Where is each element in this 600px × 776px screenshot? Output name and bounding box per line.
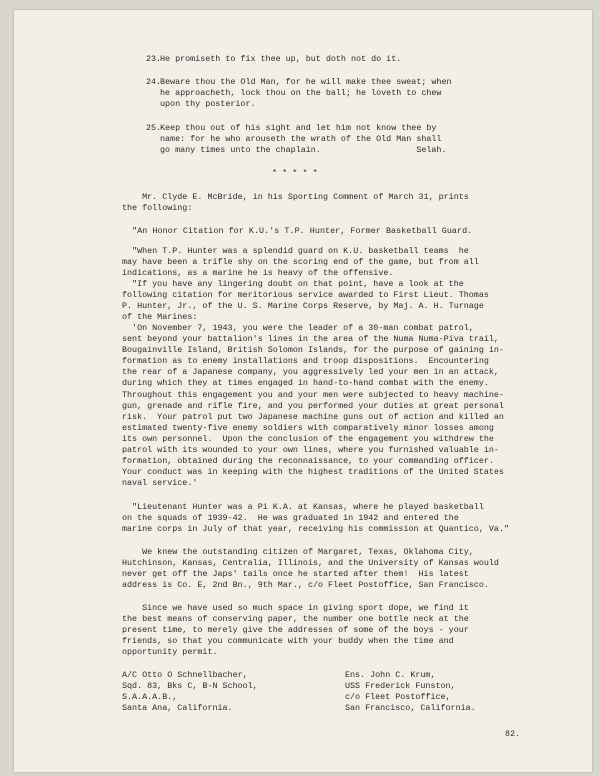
text-line: the rear of a Japanese company, you aggressively led your men in an attack, <box>122 367 499 378</box>
hunter-paragraph-1 <box>122 246 479 279</box>
text-line: present time, to merely give the addresses of some of the boys - your <box>122 625 469 636</box>
text-line: "If you have any lingering doubt on that point, have a look at the <box>122 279 464 289</box>
address-line: Ens. John C. Krum, <box>345 670 436 680</box>
item-text <box>160 77 540 110</box>
address-line: San Francisco, California. <box>345 703 476 714</box>
text-line: Keep thou out of his sight and let him not know thee by <box>160 123 437 133</box>
text-line: Your conduct was in keeping with the highest traditions of the United States <box>122 467 504 478</box>
item-number: 25. <box>146 123 162 133</box>
text-line: sent beyond your battalion's lines in the area of the Numa Numa-Piva trail, <box>122 334 499 345</box>
lieutenant-paragraph <box>122 502 509 535</box>
text-line: Since we have used so much space in giving sport dope, we find it <box>122 603 469 613</box>
text-line: P. Hunter, Jr., of the U. S. Marine Corps Reserve, by Maj. A. H. Turnage <box>122 301 484 312</box>
address-line: Sqd. 83, Bks C, B-N School, <box>122 681 258 692</box>
text-line: during which they at times engaged in hand-to-hand combat with the enemy. <box>122 378 489 389</box>
text-line: the best means of conserving paper, the number one bottle neck at the <box>122 614 469 625</box>
item-number: 23. <box>146 54 162 64</box>
text-line: following citation for meritorious service awarded to First Lieut. Thomas <box>122 290 489 301</box>
text-line: formation, obtained during the reconnaissance, to your commanding officer. <box>122 456 494 467</box>
text-line: Bougainville Island, British Solomon Islands, for the purpose of gaining in- <box>122 345 504 356</box>
text-line: He promiseth to fix thee up, but doth not do it. <box>160 54 402 64</box>
text-line: address is Co. E, 2nd Bn., 9th Mar., c/o Fleet Postoffice, San Francisco. <box>122 580 489 591</box>
item-number: 24. <box>146 77 162 87</box>
citizen-paragraph <box>122 547 499 591</box>
text-line: Throughout this engagement you and your men were subjected to heavy machine- <box>122 389 504 400</box>
text-line: never get off the Japs' tails once he started after them! His latest <box>122 569 469 580</box>
section-separator: * * * * * <box>272 168 318 178</box>
text-line: marine corps in July of that year, receiving his commission at Quantico, Va." <box>122 524 509 535</box>
text-line: Beware thou the Old Man, for he will make thee sweat; when <box>160 77 452 87</box>
item-text <box>160 123 540 156</box>
text-line: naval service.' <box>122 478 198 489</box>
text-line: patrol with its wounded to your own lines, where you furnished valuable in- <box>122 445 499 456</box>
citation-heading: "An Honor Citation for K.U.'s T.P. Hunter, Former Basketball Guard. <box>122 226 473 236</box>
page-number: 82. <box>505 729 521 739</box>
text-line: Mr. Clyde E. McBride, in his Sporting Comment of March 31, prints <box>122 192 469 202</box>
text-line: name: for he who arouseth the wrath of the Old Man shall <box>160 134 442 145</box>
address-line: S.A.A.A.B., <box>122 692 178 703</box>
text-line: risk. Your patrol put two Japanese machine guns out of action and killed an <box>122 411 504 422</box>
text-line: on the squads of 1939-42. He was graduated in 1942 and entered the <box>122 513 459 524</box>
text-line: formation as to enemy installations and troop dispositions. Encountering <box>122 356 489 367</box>
address-line: A/C Otto O Schnellbacher, <box>122 670 248 680</box>
sport-paragraph <box>122 603 469 658</box>
text-line: go many times unto the chaplain. Selah. <box>160 145 447 156</box>
text-line: opportunity permit. <box>122 647 218 658</box>
item-text <box>160 54 540 65</box>
text-line: 'On November 7, 1943, you were the leader of a 30-man combat patrol, <box>122 323 474 333</box>
text-line: indications, as a marine he is heavy of the offensive. <box>122 268 394 279</box>
text-line: estimated twenty-five enemy soldiers with comparatively minor losses among <box>122 422 494 433</box>
address-line: c/o Fleet Postoffice, <box>345 692 451 703</box>
text-line: he approacheth, lock thou on the ball; he loveth to chew <box>160 88 442 99</box>
document-page <box>14 10 592 772</box>
address-block-left <box>122 670 258 714</box>
text-line: Hutchinson, Kansas, Centralia, Illinois, and the University of Kansas would <box>122 558 499 569</box>
text-line: may have been a trifle shy on the scoring end of the game, but from all <box>122 257 479 268</box>
text-line: upon thy posterior. <box>160 99 256 110</box>
text-line: We knew the outstanding citizen of Margaret, Texas, Oklahoma City, <box>122 547 474 557</box>
citation-quote <box>122 323 504 489</box>
text-line: "Lieutenant Hunter was a Pi K.A. at Kansas, where he played basketball <box>122 502 484 512</box>
address-line: Santa Ana, California. <box>122 703 233 714</box>
address-block-right <box>345 670 476 714</box>
text-line: its own personnel. Upon the conclusion of the engagement you withdrew the <box>122 433 494 444</box>
text-line: friends, so that you communicate with your buddy when the time and <box>122 636 454 647</box>
text-line: the following: <box>122 203 193 214</box>
text-line: of the Marines: <box>122 312 198 323</box>
hunter-paragraph-2 <box>122 279 489 323</box>
text-line: "When T.P. Hunter was a splendid guard on K.U. basketball teams he <box>122 246 469 256</box>
mcbride-intro-paragraph <box>122 192 469 214</box>
address-line: USS Frederick Funston, <box>345 681 456 692</box>
text-line: gun, grenade and rifle fire, and you performed your duties at great personal <box>122 400 504 411</box>
